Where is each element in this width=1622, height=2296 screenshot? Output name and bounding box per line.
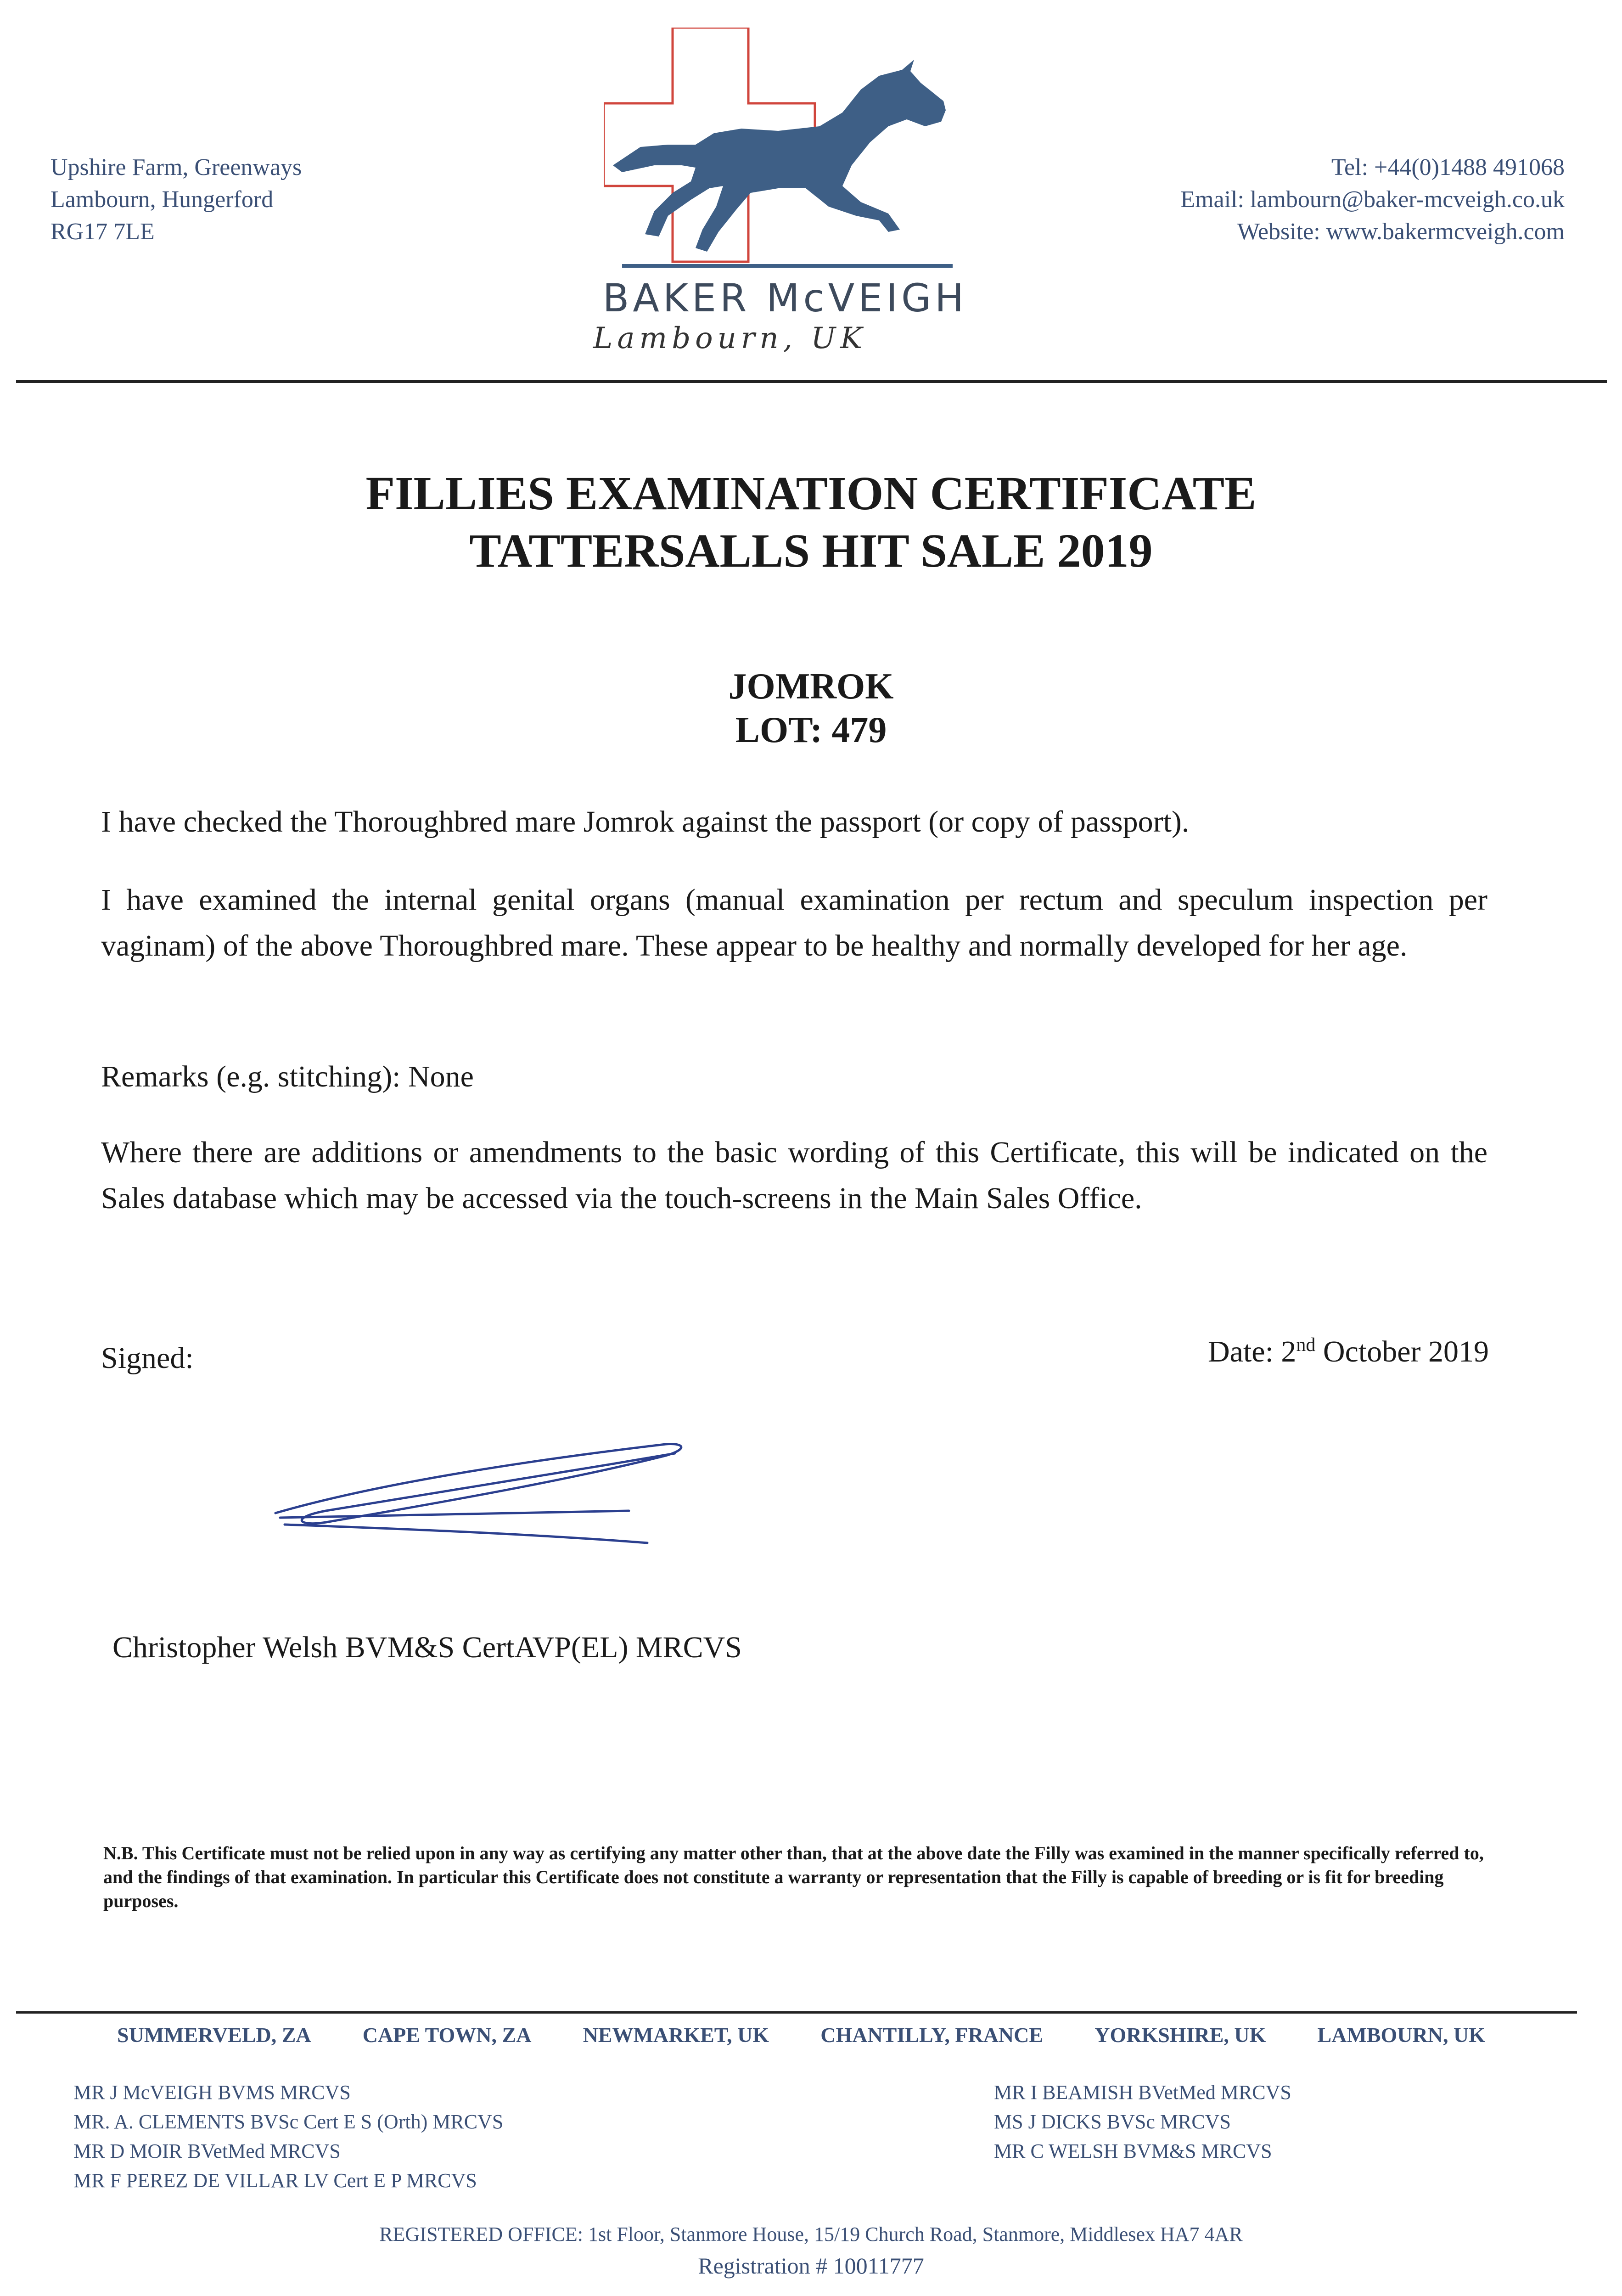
- vet-entry: MR F PEREZ DE VILLAR LV Cert E P MRCVS: [73, 2169, 477, 2192]
- vet-entry: MR D MOIR BVetMed MRCVS: [73, 2140, 341, 2162]
- date-month-year: October 2019: [1315, 1335, 1489, 1368]
- address-line: Lambourn, Hungerford: [51, 186, 274, 213]
- office-location: SUMMERVELD, ZA: [117, 2023, 311, 2047]
- contact-block: [1180, 152, 1565, 248]
- email-line: Email: lambourn@baker-mcveigh.co.uk: [1180, 186, 1565, 213]
- vet-entry: MR J McVEIGH BVMS MRCVS: [73, 2081, 351, 2104]
- office-location: NEWMARKET, UK: [583, 2023, 769, 2047]
- address-block: [51, 152, 302, 248]
- date-line: [1208, 1334, 1489, 1369]
- brand-location: Lambourn, UK: [593, 321, 867, 355]
- registration-number: Registration # 10011777: [698, 2253, 924, 2279]
- vet-entry: MR C WELSH BVM&S MRCVS: [994, 2140, 1272, 2162]
- signed-label: Signed:: [101, 1341, 194, 1375]
- date-day: Date: 2: [1207, 1335, 1296, 1368]
- office-location: CAPE TOWN, ZA: [362, 2023, 532, 2047]
- office-location: YORKSHIRE, UK: [1094, 2023, 1266, 2047]
- horse-silhouette: [613, 60, 946, 252]
- address-line: RG17 7LE: [51, 219, 155, 245]
- office-location: LAMBOURN, UK: [1317, 2023, 1485, 2047]
- registered-office: REGISTERED OFFICE: 1st Floor, Stanmore House, 15/19 Church Road, Stanmore, Middlesex HA7 4AR: [379, 2223, 1243, 2245]
- veterinarian-name: Christopher Welsh BVM&S CertAVP(EL) MRCVS: [112, 1631, 742, 1664]
- brand-name: BAKER McVEIGH: [602, 276, 968, 321]
- passport-check-paragraph: I have checked the Thoroughbred mare Jomrok against the passport (or copy of passport).: [101, 805, 1190, 838]
- remarks-paragraph: Remarks (e.g. stitching): None: [101, 1060, 474, 1093]
- horse-name: JOMROK: [728, 666, 894, 707]
- sale-title: TATTERSALLS HIT SALE 2019: [469, 524, 1153, 577]
- cross-and-galloping-horse-logo: [604, 28, 971, 285]
- lot-number: LOT: 479: [735, 710, 887, 750]
- website-line: Website: www.bakermcveigh.com: [1237, 219, 1565, 245]
- certificate-title: FILLIES EXAMINATION CERTIFICATE: [365, 467, 1257, 520]
- office-locations: [117, 2023, 1485, 2047]
- vet-list-right: [994, 2078, 1291, 2166]
- examination-paragraph: I have examined the internal genital organs (manual examination per rectum and speculum inspection per vaginam) of the above Thoroughbred mare. These appear to be healthy and normally developed for her age.: [101, 883, 1487, 962]
- handwritten-signature: [271, 1437, 702, 1561]
- date-ordinal: nd: [1296, 1334, 1316, 1356]
- logo-underline: [622, 264, 953, 268]
- vet-entry: MS J DICKS BVSc MRCVS: [994, 2110, 1231, 2133]
- vet-entry: MR I BEAMISH BVetMed MRCVS: [994, 2081, 1291, 2104]
- disclaimer-note: N.B. This Certificate must not be relied upon in any way as certifying any matter other than, that at the above date the Filly was examined in the manner specifically referred to, and the findings of that examination. In particular this Certificate does not constitute a warranty or representation that the Filly is capable of breeding or is fit for breeding purposes.: [103, 1843, 1484, 1911]
- amendments-paragraph: Where there are additions or amendments to the basic wording of this Certificate, this will be indicated on the Sales database which may be accessed via the touch-screens in the Main Sales Office.: [101, 1136, 1487, 1215]
- office-location: CHANTILLY, FRANCE: [820, 2023, 1044, 2047]
- vet-entry: MR. A. CLEMENTS BVSc Cert E S (Orth) MRCVS: [73, 2110, 504, 2133]
- header-divider: [16, 380, 1607, 383]
- address-line: Upshire Farm, Greenways: [51, 154, 302, 180]
- phone-line: Tel: +44(0)1488 491068: [1331, 154, 1565, 180]
- vet-list-left: [73, 2078, 503, 2195]
- footer-divider: [16, 2011, 1577, 2014]
